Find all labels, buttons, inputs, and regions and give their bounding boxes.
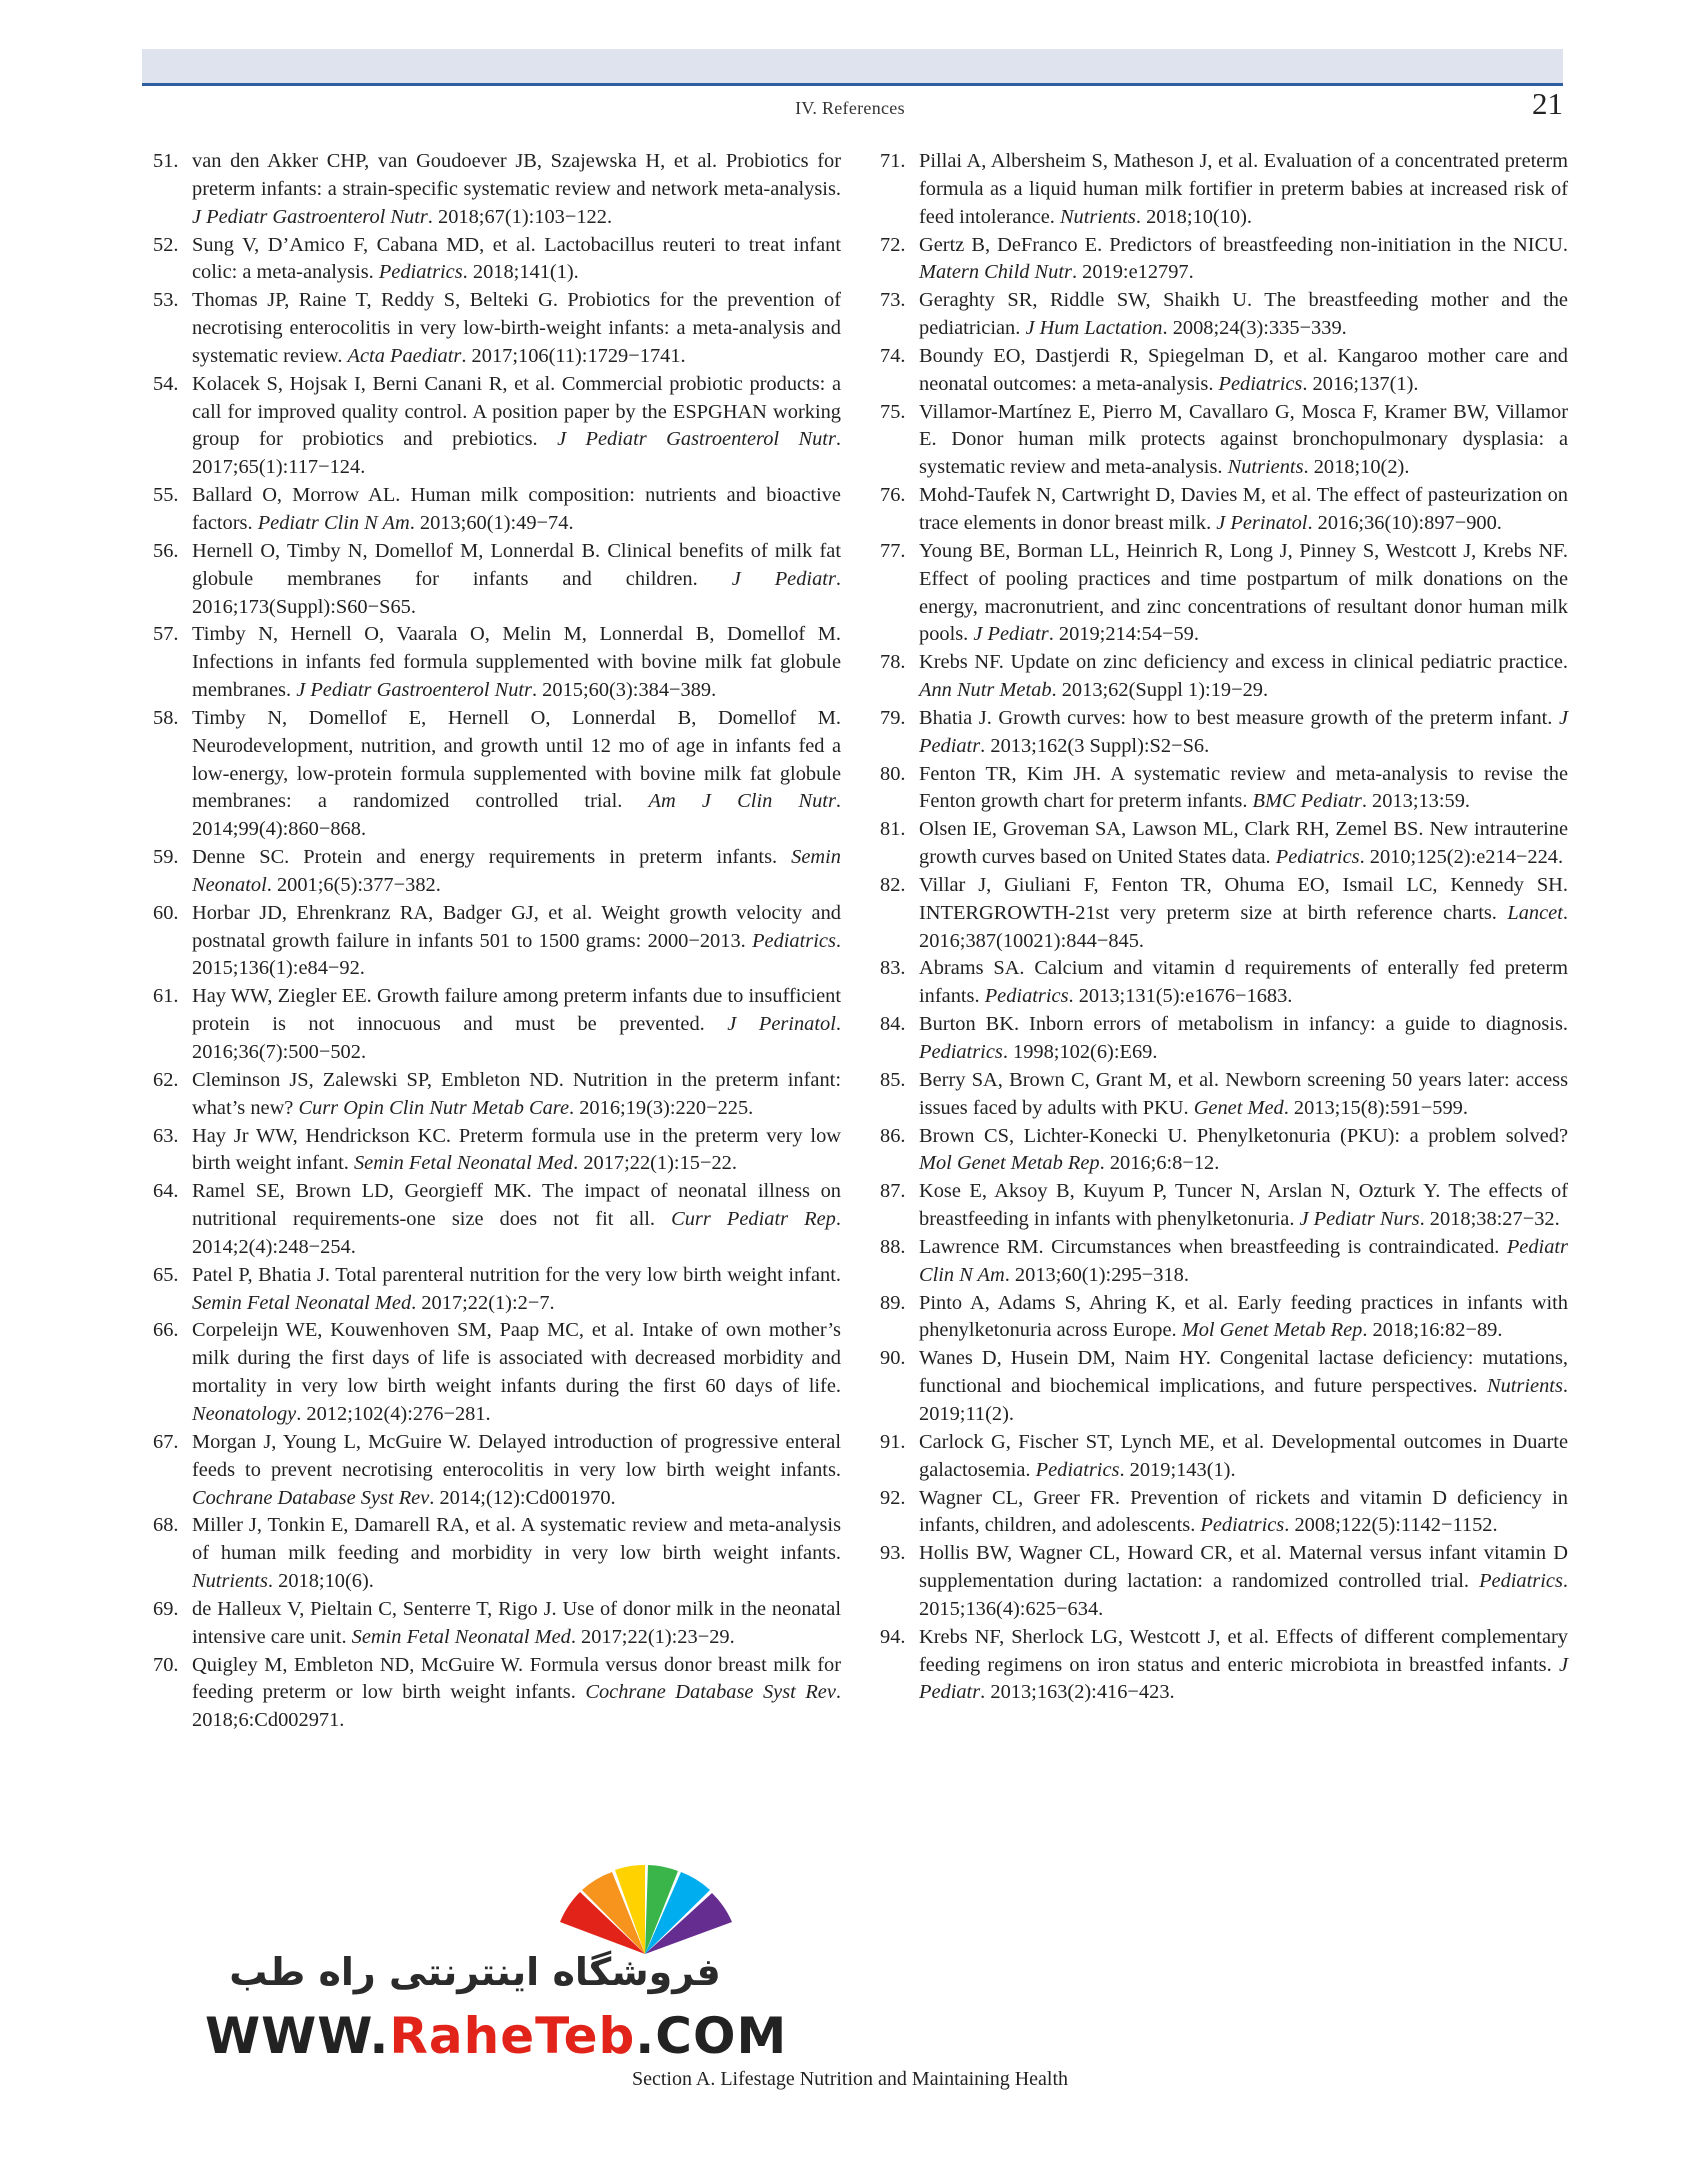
reference-text: Timby N, Hernell O, Vaarala O, Melin M, Lonnerdal B, Domellof M. Infections in infants fed formula supplemented with bovine milk fat globule membranes. [192,623,841,702]
reference-item [880,148,1568,232]
journal-name: J Pediatr [919,1653,1568,1704]
reference-text: Geraghty SR, Riddle SW, Shaikh U. The breastfeeding mother and the pediatrician. [919,289,1568,340]
journal-name: J Pediatr Gastroenterol Nutr [557,428,836,451]
reference-item [880,705,1568,761]
journal-name: Mol Genet Metab Rep [1181,1319,1363,1342]
reference-item [153,1512,841,1596]
header-rule [142,83,1563,86]
reference-text: . 2001;6(5):377−382. [266,873,441,896]
reference-text: . 2019;11(2). [919,1375,1568,1425]
journal-name: BMC Pediatr [1252,790,1362,813]
reference-text: Quigley M, Embleton ND, McGuire W. Formula versus donor breast milk for feeding preterm or low birth weight infants. [192,1653,841,1704]
journal-name: Pediatrics [378,261,463,284]
reference-text: . 2019;214:54−59. [1048,623,1199,646]
journal-name: Cochrane Database Syst Rev [585,1681,836,1704]
reference-item [880,1429,1568,1485]
reference-number: 73. [880,289,906,312]
reference-item [880,816,1568,872]
reference-number: 84. [880,1013,906,1036]
reference-text: Hay Jr WW, Hendrickson KC. Preterm formula use in the preterm very low birth weight infant. [192,1124,841,1175]
reference-item [880,1234,1568,1290]
journal-name: Semin Fetal Neonatal Med [192,1291,412,1314]
reference-text: Pillai A, Albersheim S, Matheson J, et al. Evaluation of a concentrated preterm formula as a liquid human milk fortifier in preterm babies at increased risk of feed intolerance. [919,150,1568,228]
reference-number: 80. [880,762,906,785]
reference-number: 65. [153,1263,179,1286]
reference-text: Berry SA, Brown C, Grant M, et al. Newborn screening 50 years later: access issues faced by adults with PKU. [919,1068,1568,1119]
reference-number: 91. [880,1430,906,1453]
reference-number: 81. [880,818,906,841]
journal-name: J Perinatol [727,1013,836,1036]
reference-item [153,1262,841,1318]
reference-number: 82. [880,873,906,896]
reference-item [880,399,1568,483]
journal-name: Pediatrics [919,1041,1003,1063]
journal-name: Nutrients [1486,1375,1563,1398]
journal-name: J Pediatr [973,623,1049,646]
reference-text: . 2017;106(11):1729−1741. [461,344,686,367]
reference-number: 68. [153,1514,179,1537]
journal-name: J Pediatr [731,567,836,590]
reference-item [153,482,841,538]
reference-text: Hernell O, Timby N, Domellof M, Lonnerdal B. Clinical benefits of milk fat globule membranes for infants and children. [192,539,841,590]
journal-name: Semin Fetal Neonatal Med [351,1625,571,1648]
journal-name: Genet Med [1193,1096,1284,1119]
journal-name: Cochrane Database Syst Rev [192,1486,430,1509]
reference-text: Bhatia J. Growth curves: how to best measure growth of the preterm infant. [919,706,1559,729]
reference-text: Patel P, Bhatia J. Total parenteral nutrition for the very low birth weight infant. [192,1263,841,1286]
reference-number: 64. [153,1180,179,1203]
reference-text: . 2016;173(Suppl):S60−S65. [192,567,841,618]
reference-item [880,1345,1568,1429]
reference-text: . 2012;102(4):276−281. [296,1402,491,1425]
url-suffix: .COM [635,2007,788,2065]
reference-text: . 2018;67(1):103−122. [427,205,613,228]
reference-number: 66. [153,1319,179,1342]
reference-number: 76. [880,484,906,507]
reference-number: 59. [153,846,179,869]
reference-text: Burton BK. Inborn errors of metabolism in infancy: a guide to diagnosis. [919,1013,1568,1036]
reference-text: Mohd-Taufek N, Cartwright D, Davies M, et al. The effect of pasteurization on trace elements in donor breast milk. [919,484,1568,534]
reference-text: Thomas JP, Raine T, Reddy S, Belteki G. Probiotics for the prevention of necrotising enterocolitis in very low-birth-weight infants: a meta-analysis and systematic review. [192,289,841,367]
reference-text: . 2013;60(1):295−318. [1004,1263,1189,1286]
watermark-persian-text: فروشگاه اینترنتی راه طب [229,1950,721,1994]
reference-text: . 2008;24(3):335−339. [1162,317,1347,340]
journal-name: Pediatr Clin N Am [919,1235,1568,1286]
reference-text: Cleminson JS, Zalewski SP, Embleton ND. Nutrition in the preterm infant: what’s new? [192,1068,841,1119]
journal-name: Mol Genet Metab Rep [919,1152,1100,1175]
reference-number: 61. [153,985,179,1008]
reference-number: 56. [153,539,179,562]
reference-text: . 2016;36(10):897−900. [1307,511,1502,534]
reference-text: Wanes D, Husein DM, Naim HY. Congenital lactase deficiency: mutations, functional and biochemical implications, and future perspectives. [919,1347,1568,1398]
journal-name: Curr Opin Clin Nutr Metab Care [298,1096,570,1119]
journal-name: Ann Nutr Metab [919,679,1052,702]
reference-number: 54. [153,372,179,395]
reference-text: . 2013;62(Suppl 1):19−29. [1051,679,1269,702]
reference-text: . 2014;99(4):860−868. [192,790,842,841]
journal-name: Pediatr Clin N Am [257,511,410,534]
reference-text: . 2019;143(1). [1119,1458,1236,1481]
journal-name: Semin Fetal Neonatal Med [353,1152,574,1175]
reference-number: 62. [153,1068,179,1091]
reference-text: Corpeleijn WE, Kouwenhoven SM, Paap MC, et al. Intake of own mother’s milk during the first days of life is associated with decreased morbidity and mortality in very low birth weight infants during the first 60 days of life. [192,1319,841,1398]
reference-item [880,538,1568,649]
reference-item [880,872,1568,956]
reference-number: 78. [880,651,906,674]
journal-name: Acta Paediatr [347,344,462,367]
reference-item [880,1624,1568,1708]
reference-number: 88. [880,1235,906,1258]
reference-item [153,844,841,900]
watermark [195,1862,788,2067]
reference-number: 89. [880,1291,906,1314]
reference-text: Morgan J, Young L, McGuire W. Delayed introduction of progressive enteral feeds to prevent necrotising enterocolitis in very low birth weight infants. [192,1430,841,1481]
reference-text: . 2018;6:Cd002971. [192,1681,841,1732]
reference-text: . 2018;10(6). [267,1570,374,1593]
journal-name: Pediatrics [1218,372,1303,395]
reference-number: 58. [153,706,179,729]
reference-text: . 2014;2(4):248−254. [192,1208,841,1258]
reference-text: . 2017;22(1):2−7. [411,1291,555,1314]
reference-item [153,1067,841,1123]
reference-text: Pinto A, Adams S, Ahring K, et al. Early feeding practices in infants with phenylketonuria across Europe. [919,1291,1568,1342]
reference-item [880,649,1568,705]
reference-number: 55. [153,484,179,507]
reference-item [153,1178,841,1262]
reference-item [153,538,841,622]
reference-text: Lawrence RM. Circumstances when breastfeeding is contraindicated. [919,1235,1507,1258]
reference-text: . 2018;16:82−89. [1362,1319,1503,1342]
reference-text: Young BE, Borman LL, Heinrich R, Long J, Pinney S, Westcott J, Krebs NF. Effect of pooling practices and time postpartum of milk donations on the energy, macronutrient, and zinc concentrations of resultant donor human milk pools. [919,539,1568,646]
reference-text: Abrams SA. Calcium and vitamin d requirements of enterally fed preterm infants. [919,957,1568,1008]
reference-text: Horbar JD, Ehrenkranz RA, Badger GJ, et al. Weight growth velocity and postnatal growth failure in infants 501 to 1500 grams: 2000−2013. [192,901,841,952]
reference-text: Denne SC. Protein and energy requirements in preterm infants. [192,846,792,869]
reference-item [153,900,841,984]
reference-text: . 2015;136(4):625−634. [919,1570,1568,1620]
reference-text: Villar J, Giuliani F, Fenton TR, Ohuma EO, Ismail LC, Kennedy SH. INTERGROWTH-21st very preterm size at birth reference charts. [919,873,1568,924]
reference-text: Miller J, Tonkin E, Damarell RA, et al. A systematic review and meta-analysis of human milk feeding and morbidity in very low birth weight infants. [192,1514,841,1565]
journal-name: Lancet [1507,901,1563,924]
journal-name: Semin Neonatol [192,846,841,896]
reference-text: Gertz B, DeFranco E. Predictors of breastfeeding non-initiation in the NICU. [919,233,1568,256]
reference-item [153,148,841,232]
journal-name: Pediatrics [1275,846,1360,869]
reference-text: Krebs NF. Update on zinc deficiency and excess in clinical pediatric practice. [919,651,1568,674]
journal-name: Pediatrics [1035,1458,1120,1481]
reference-number: 94. [880,1625,906,1648]
journal-name: Nutrients [1059,205,1136,228]
reference-number: 69. [153,1597,179,1620]
page-number: 21 [1532,86,1563,121]
footer-section-title: Section A. Lifestage Nutrition and Maintaining Health [631,2068,1068,2090]
reference-text: Fenton TR, Kim JH. A systematic review and meta-analysis to revise the Fenton growth chart for preterm infants. [919,762,1568,813]
reference-item [880,1540,1568,1624]
journal-name: Curr Pediatr Rep [671,1208,836,1231]
reference-number: 75. [880,400,906,423]
reference-text: Villamor-Martínez E, Pierro M, Cavallaro G, Mosca F, Kramer BW, Villamor E. Donor human milk protects against bronchopulmonary dysplasia: a systematic review and meta-analysis. [919,400,1568,479]
journal-name: J Perinatol [1216,511,1308,534]
reference-item [880,1485,1568,1541]
header-band [142,49,1563,83]
reference-number: 60. [153,901,179,924]
url-highlight: RaheTeb [389,2007,636,2065]
reference-text: . 2013;131(5):e1676−1683. [1068,985,1293,1008]
reference-number: 90. [880,1347,906,1370]
reference-number: 83. [880,957,906,980]
reference-text: . 2017;22(1):15−22. [573,1152,737,1175]
journal-name: J Hum Lactation [1025,317,1163,340]
journal-name: Am J Clin Nutr [648,790,836,813]
reference-number: 57. [153,623,179,646]
reference-number: 79. [880,706,906,729]
reference-text: . 2018;38:27−32. [1419,1208,1560,1231]
reference-item [880,343,1568,399]
reference-text: Ramel SE, Brown LD, Georgieff MK. The impact of neonatal illness on nutritional requirements-one size does not fit all. [192,1180,841,1231]
reference-text: Carlock G, Fischer ST, Lynch ME, et al. Developmental outcomes in Duarte galactosemia. [919,1430,1568,1481]
reference-text: . 2014;(12):Cd001970. [429,1486,616,1509]
reference-text: . 2017;65(1):117−124. [192,428,841,479]
reference-text: . 2010;125(2):e214−224. [1359,846,1564,869]
reference-text: van den Akker CHP, van Goudoever JB, Szajewska H, et al. Probiotics for preterm infants: a strain-specific systematic review and network meta-analysis. [192,150,841,200]
reference-number: 51. [153,150,179,172]
reference-text: . 2013;13:59. [1361,790,1471,813]
references-left-column [153,148,841,1735]
reference-text: . 2013;162(3 Suppl):S2−S6. [980,734,1210,757]
reference-item [153,232,841,288]
journal-name: J Pediatr Nurs [1299,1208,1420,1231]
journal-name: Nutrients [1227,456,1304,479]
reference-text: Hollis BW, Wagner CL, Howard CR, et al. Maternal versus infant vitamin D supplementation during lactation: a randomized controlled trial. [919,1542,1568,1593]
reference-item [153,621,841,705]
reference-text: Wagner CL, Greer FR. Prevention of rickets and vitamin D deficiency in infants, children, and adolescents. [919,1486,1568,1537]
reference-text: Krebs NF, Sherlock LG, Westcott J, et al. Effects of different complementary feeding regimens on iron status and enteric microbiota in breastfed infants. [919,1625,1568,1676]
reference-text: . 2019:e12797. [1071,261,1194,284]
journal-name: Pediatrics [984,985,1069,1008]
reference-text: . 2018;10(10). [1135,205,1252,228]
reference-text: . 2016;36(7):500−502. [192,1013,841,1063]
journal-name: Neonatology [192,1402,297,1425]
fan-logo-icon [550,1862,740,1957]
journal-name: Nutrients [192,1570,268,1593]
reference-text: . 1998;102(6):E69. [1002,1041,1158,1063]
reference-number: 93. [880,1542,906,1565]
reference-item [880,761,1568,817]
reference-item [880,955,1568,1011]
reference-item [880,232,1568,288]
reference-text: . 2016;19(3):220−225. [569,1096,754,1119]
reference-text: . 2016;6:8−12. [1099,1152,1220,1175]
journal-name: J Pediatr [919,706,1568,757]
journal-name: Pediatrics [752,929,836,952]
reference-item [153,705,841,844]
reference-number: 74. [880,344,906,367]
journal-name: Matern Child Nutr [919,261,1072,284]
reference-number: 87. [880,1180,906,1203]
reference-text: Boundy EO, Dastjerdi R, Spiegelman D, et al. Kangaroo mother care and neonatal outcomes: a meta-analysis. [919,344,1568,395]
reference-text: . 2016;137(1). [1302,372,1419,395]
reference-text: . 2018;141(1). [462,261,579,284]
reference-item [153,371,841,482]
reference-text: . 2013;60(1):49−74. [409,511,574,534]
reference-item [153,983,841,1067]
reference-item [880,1067,1568,1123]
reference-text: Brown CS, Lichter-Konecki U. Phenylketonuria (PKU): a problem solved? [919,1124,1568,1147]
reference-item [153,1317,841,1428]
reference-item [153,1429,841,1513]
reference-number: 70. [153,1653,179,1676]
reference-item [880,1290,1568,1346]
reference-text: Hay WW, Ziegler EE. Growth failure among preterm infants due to insufficient protein is not innocuous and must be prevented. [192,985,841,1036]
reference-text: . 2013;15(8):591−599. [1283,1096,1468,1119]
reference-number: 86. [880,1124,906,1147]
reference-text: Kolacek S, Hojsak I, Berni Canani R, et al. Commercial probiotic products: a call for improved quality control. A position paper by the ESPGHAN working group for probiotics and prebiotics. [192,372,841,451]
reference-number: 53. [153,289,179,312]
journal-name: Pediatrics [1479,1570,1563,1593]
journal-name: Pediatrics [1200,1514,1285,1537]
reference-item [880,1123,1568,1179]
reference-text: . 2016;387(10021):844−845. [919,901,1568,952]
reference-text: . 2015;60(3):384−389. [531,679,717,702]
reference-number: 77. [880,539,906,562]
reference-item [880,1178,1568,1234]
reference-text: . 2018;10(2). [1303,456,1410,479]
reference-text: . 2015;136(1):e84−92. [192,929,841,980]
watermark-url [205,2007,788,2065]
reference-item [880,1011,1568,1067]
reference-text: Kose E, Aksoy B, Kuyum P, Tuncer N, Arslan N, Ozturk Y. The effects of breastfeeding in infants with phenylketonuria. [919,1180,1568,1231]
reference-number: 72. [880,233,906,256]
reference-text: Olsen IE, Groveman SA, Lawson ML, Clark RH, Zemel BS. New intrauterine growth curves based on United States data. [919,818,1568,869]
reference-item [153,287,841,371]
reference-text: Timby N, Domellof E, Hernell O, Lonnerdal B, Domellof M. Neurodevelopment, nutrition, and growth until 12 mo of age in infants fed a low-energy, low-protein formula supplemented with bovine milk fat globule membranes: a randomized controlled trial. [192,706,841,813]
reference-text: . 2008;122(5):1142−1152. [1284,1514,1498,1537]
reference-number: 63. [153,1124,179,1147]
reference-text: Ballard O, Morrow AL. Human milk composition: nutrients and bioactive factors. [192,484,841,534]
journal-name: J Pediatr Gastroenterol Nutr [192,205,428,228]
reference-item [153,1596,841,1652]
reference-text: Sung V, D’Amico F, Cabana MD, et al. Lactobacillus reuteri to treat infant colic: a meta-analysis. [192,233,841,284]
reference-number: 52. [153,233,179,256]
url-prefix: WWW. [205,2007,390,2065]
reference-number: 67. [153,1430,179,1453]
reference-text: . 2017;22(1):23−29. [570,1625,735,1648]
references-right-column [880,148,1568,1707]
reference-item [880,482,1568,538]
reference-item [153,1652,841,1736]
running-head: IV. References [795,98,905,118]
reference-number: 85. [880,1068,906,1091]
journal-name: J Pediatr Gastroenterol Nutr [296,679,532,702]
reference-number: 71. [880,150,906,172]
reference-item [153,1123,841,1179]
reference-text: de Halleux V, Pieltain C, Senterre T, Rigo J. Use of donor milk in the neonatal intensive care unit. [192,1597,841,1648]
reference-number: 92. [880,1486,906,1509]
reference-text: . 2013;163(2):416−423. [980,1681,1175,1704]
reference-item [880,287,1568,343]
